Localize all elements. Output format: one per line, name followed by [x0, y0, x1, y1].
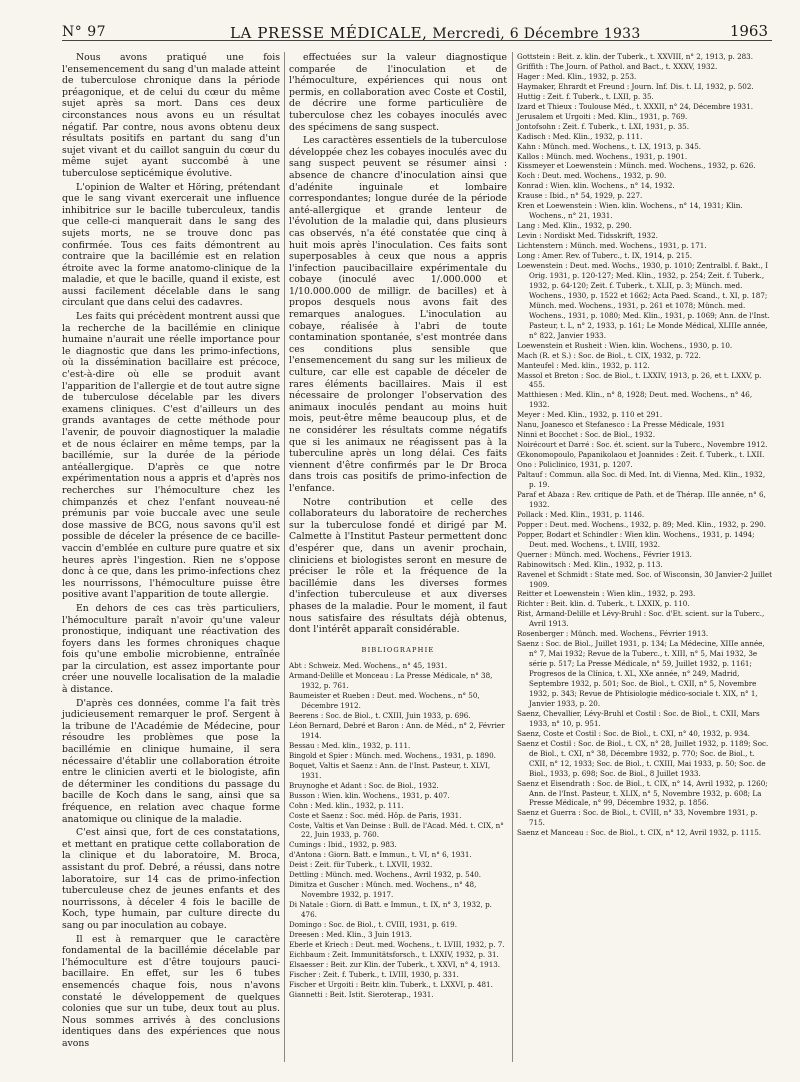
column-divider — [512, 52, 513, 1062]
bibliography-entry: Massol et Breton : Soc. de Biol., t. LXXIV, 1913, p. 26, et t. LXXV, p. 455. — [517, 370, 762, 390]
bibliography-entry: Huttig : Zeit. f. Tuberk., t. LXII, p. 35. — [517, 91, 654, 101]
bibliography-entry: Kissmeyer et Loewenstein : Münch. med. Wochens., 1932, p. 626. — [517, 161, 756, 171]
bibliography-list — [289, 661, 507, 999]
bibliography-entry: Koch : Deut. med. Wochens., 1932, p. 90. — [517, 171, 667, 181]
bibliography-entry: Elsaesser : Beit. zur Klin. der Tuberk., t. XXVI, n° 4, 1913. — [289, 959, 501, 969]
bibliography-entry: Reitter et Loewenstein : Wien klin., 1932, p. 293. — [517, 589, 696, 599]
bibliography-entry: Ravenel et Schmidt : State med. Soc. of Wisconsin, 30 Janvier-2 Juillet 1909. — [517, 569, 772, 589]
bibliography-entry: Coste, Valtis et Van Deinse : Bull. de l'Acad. Méd. t. CIX, n° 22, Juin 1933, p. 760. — [289, 820, 504, 840]
bibliography-entry: d'Antona : Giorn. Batt. e Immun., t. VI, n° 6, 1931. — [289, 850, 472, 860]
header-rule — [62, 40, 772, 41]
bibliography-entry: Bessau : Med. klin., 1932, p. 111. — [289, 740, 411, 750]
bibliography-entry: Armand-Delille et Monceau : La Presse Médicale, n° 38, 1932, p. 761. — [289, 671, 493, 691]
bibliography-entry: Saenz et Eisendrath : Soc. de Biol., t. CIX, n° 14, Avril 1932, p. 1260; Ann. de l'Inst. Pasteur, t. XLIX, n° 5, Novembre 1932, p. 608; La Presse Médicale, n° 99, Décembre 1932, p. 1856. — [517, 778, 768, 808]
bibliography-entry: Kahn : Münch. med. Wochens., t. LX, 1913, p. 345. — [517, 141, 702, 151]
bibliography-entry: Lichtenstern : Münch. med. Wochens., 1931, p. 171. — [517, 241, 707, 251]
text-column-1 — [62, 52, 280, 1049]
bibliography-entry: Nanu, Joanesco et Stefanesco : La Presse Médicale, 1931 — [517, 420, 726, 430]
text-column-3 — [517, 52, 772, 838]
bibliography-entry: Haymaker, Ehrardt et Freund : Journ. Inf. Dis. t. LI, 1932, p. 502. — [517, 81, 754, 91]
bibliography-entry: Fischer : Zeit. f. Tuberk., t. LVIII, 1930, p. 331. — [289, 969, 459, 979]
bibliography-entry: Noirécourt et Darré : Soc. ét. scient. sur la Tuberc., Novembre 1912. — [517, 440, 768, 450]
bibliography-entry: Jerusalem et Urgoiti : Med. Klin., 1931, p. 769. — [517, 111, 688, 121]
bibliography-entry: Mach (R. et S.) : Soc. de Biol., t. CIX, 1932, p. 722. — [517, 350, 701, 360]
bibliography-entry: Saenz et Manceau : Soc. de Biol., t. CIX, n° 12, Avril 1932, p. 1115. — [517, 828, 762, 838]
bibliography-entry: Manteufel : Med. klin., 1932, p. 112. — [517, 360, 650, 370]
bibliography-entry: Richter : Beit. klin. d. Tuberk., t. LXXIX, p. 110. — [517, 599, 690, 609]
bibliography-entry: Saenz, Coste et Costil : Soc. de Biol., t. CXI, n° 40, 1932, p. 934. — [517, 728, 751, 738]
bibliography-entry: Krause : Ibid., n° 54, 1929, p. 227. — [517, 191, 643, 201]
bibliography-entry: Eberle et Kriech : Deut. med. Wochens., t. LVIII, 1932, p. 7. — [289, 939, 505, 949]
bibliography-entry: Dreesen : Med. Klin., 3 Juin 1913. — [289, 930, 412, 940]
paragraph: Notre contribution et celle des collaborateurs du laboratoire de recherches sur la tuberculose fondé et dirigé par M. Calmette à l'Institut Pasteur permettent donc d'espérer que, dans un avenir prochain, cliniciens et biologistes seront en mesure de préciser le rôle et la fréquence de la bacillémie dans les diverses formes d'infection tuberculeuse et aux diverses phases de la maladie. Pour le moment, il faut nous satisfaire des résultats déjà obtenus, dont l'intérêt apparaît considérable. — [289, 496, 507, 636]
bibliography-entry: Jontofsohn : Zeit. f. Tuberk., t. LXI, 1931, p. 35. — [517, 121, 689, 131]
bibliography-entry: Domingo : Soc. de Biol., t. CVIII, 1931, p. 619. — [289, 920, 457, 930]
paragraph: Les caractères essentiels de la tuberculose développée chez les cobayes inoculés avec du sang suspect peuvent se résumer ainsi : absence de chancre d'inoculation ainsi que d'adénite inguinale et lombaire correspondantes; longue durée de la période anté-allergique et grande lenteur de l'évolution de la maladie qui, dans plusieurs cas observés, n'a été constatée que cinq à huit mois après l'inoculation. Ces faits sont superposables à ceux que nous a appris l'infection paucibacillaire expérimentale du cobaye (inoculé avec 1/.000.000 et 1/10.000.000 de milligr. de bacilles) et à propos desquels nous avons fait des remarques analogues. L'inoculation au cobaye, réalisée à l'abri de toute contamination spontanée, s'est montrée dans ces conditions plus sensible que l'ensemencement du sang sur les milieux de culture, car elle est capable de déceler de rares éléments bacillaires. Mais il est nécessaire de prolonger l'observation des animaux inoculés pendant au moins huit mois, peut-être même beaucoup plus, et de ne considérer les résultats comme négatifs que si les animaux ne réagissent pas à la tuberculine après un long délai. Ces faits viennent d'être confirmés par le Dr Broca dans trois cas positifs de primo-infection de l'enfance. — [289, 135, 507, 494]
bibliography-entry: Giannetti : Beit. Istit. Sieroterap., 1931. — [289, 989, 434, 999]
paragraph: Il est à remarquer que le caractère fondamental de la bacillémie décelable par l'hémoculture est d'être toujours pauci-bacillaire. En effet, sur les 6 tubes ensemencés chaque fois, nous n'avons constaté le développement de quelques colonies que sur un tube, deux tout au plus. Nous sommes arrivés à des conclusions identiques dans des expériences que nous avons — [62, 933, 280, 1049]
bibliography-entry: Levin : Nordiskt Med. Tidsskrift, 1932. — [517, 231, 658, 241]
column-divider — [284, 52, 285, 1062]
bibliography-entry: Di Natale : Giorn. di Batt. e Immun., t. IX, n° 3, 1932, p. 476. — [289, 900, 492, 920]
bibliography-entry: Loewenstein : Deut. med. Wochs., 1930, p. 1010; Zentralbl. f. Bakt., I Orig. 1931, p. 120-127; Med. Klin., 1932, p. 254; Zeit. f. Tuberk., 1932, p. 64-120; Zeit. f. Tuberk., t. XLII, p. 3; Münch. med. Wochens., 1930, p. 1522 et 1662; Acta Paed. Scand., t. XI, p. 187; Münch. med. Wochens., 1931, p. 261 et 1078; Münch. med. Wochens., 1931, p. 1080; Med. Klin., 1931, p. 1069; Ann. de l'Inst. Pasteur, t. L, n° 2, 1933, p. 161; Le Monde Médical, XLIIIe année, n° 822, Janvier 1933. — [517, 261, 770, 340]
paragraph: Nous avons pratiqué une fois l'ensemencement du sang d'un malade atteint de tuberculose chronique dans la période préagonique, et de celui du cœur du même sujet après sa mort. Dans ces deux circonstances nous avons eu un résultat négatif. Par contre, nous avons obtenu deux résultats positifs en partant du sang d'un sujet vivant et du caillot sanguin du cœur du même sujet ayant succombé à une tuberculose septicémique évolutive. — [62, 52, 280, 179]
bibliography-entry: Paraf et Abaza : Rev. critique de Path. et de Thérap. IIIe année, n° 6, 1932. — [517, 489, 766, 509]
bibliography-entry: Dettling : Münch. med. Wochens., Avril 1932, p. 540. — [289, 870, 482, 880]
paragraph: C'est ainsi que, fort de ces constatations, et mettant en pratique cette collaboration de la clinique et du laboratoire, M. Broca, assistant du prof. Debré, a réussi, dans notre laboratoire, sur 14 cas de primo-infection tuberculeuse chez de jeunes enfants et des nourrissons, à déceler 4 fois le bacille de Koch, type humain, par culture directe du sang ou par inoculation au cobaye. — [62, 827, 280, 931]
bibliography-entry: Konrad : Wien. klin. Wochens., n° 14, 1932. — [517, 181, 675, 191]
bibliography-entry: Saenz et Costil : Soc. de Biol., t. CX, n° 28, Juillet 1932, p. 1189; Soc. de Biol., t. CXI, n° 38, Décembre 1932, p. 770; Soc. de Biol., t. CXII, n° 12, 1933; Soc. de Biol., t. CXIII, Mai 1933, p. 50; Soc. de Biol., 1933, p. 698; Soc. de Biol., 8 Juillet 1933. — [517, 738, 769, 778]
bibliography-entry: Bingold et Spier : Münch. med. Wochens., 1931, p. 1890. — [289, 750, 496, 760]
bibliography-entry: Cohn : Med. klin., 1932, p. 111. — [289, 800, 404, 810]
bibliography-entry: Kadisch : Med. Klin., 1932, p. 111. — [517, 131, 643, 141]
bibliography-entry: Gottstein : Beit. z. klin. der Tuberk., t. XXVIII, n° 2, 1913, p. 283. — [517, 52, 753, 61]
bibliography-entry: Coste et Saenz : Soc. méd. Hôp. de Paris, 1931. — [289, 810, 462, 820]
bibliography-entry: Matthiesen : Med. Klin., n° 8, 1928; Deut. med. Wochens., n° 46, 1932. — [517, 390, 753, 410]
bibliography-entry: Saenz : Soc. de Biol., Juillet 1931, p. 134; La Médecine, XIIIe année, n° 7, Mai 1932; Revue de la Tuberc., t. XIII, n° 5, Mai 1932, 3e série p. 517; La Presse Médicale, n° 59, Juillet 1932, p. 1161; Progresos de la Clínica, t. XL, XXe année, n° 249, Madrid, Septembre 1932, p. 501; Soc. de Biol., t. CXII, n° 5, Novembre 1932, p. 343; Revue de Phtisiologie médico-sociale t. XIX, n° 1, Janvier 1933, p. 20. — [517, 639, 765, 708]
bibliography-entry: Dimitza et Guscher : Münch. med. Wochens., n° 48, Novembre 1932, p. 1917. — [289, 880, 477, 900]
bibliography-entry: Abt : Schweiz. Med. Wochens., n° 45, 1931. — [289, 661, 448, 671]
bibliography-entry: Fischer et Urgoiti : Beitr. klin. Tuberk., t. LXXVI, p. 481. — [289, 979, 493, 989]
bibliography-entry: Ninni et Bocchet : Soc. de Biol., 1932. — [517, 430, 655, 440]
paragraph: En dehors de ces cas très particuliers, l'hémoculture paraît n'avoir qu'une valeur pronostique, indiquant une réactivation des foyers dans les formes chroniques chaque fois qu'une embolie microbienne, entraînée par la circulation, est assez importante pour créer une nouvelle localisation de la maladie à distance. — [62, 602, 280, 696]
bibliography-entry: Griffith : The Journ. of Pathol. and Bact., t. XXXV, 1932. — [517, 61, 718, 71]
bibliography-entry: Saenz et Guerra : Soc. de Biol., t. CVIII, n° 33, Novembre 1931, p. 715. — [517, 808, 758, 828]
bibliography-entry: Léon Bernard, Debré et Baron : Ann. de Méd., n° 2, Février 1914. — [289, 721, 505, 740]
paragraph: effectuées sur la valeur diagnostique comparée de l'inoculation et de l'hémoculture, expériences qui nous ont permis, en collaboration avec Coste et Costil, de décrire une forme particulière de tuberculose chez les cobayes inoculés avec des spécimens de sang suspect. — [289, 52, 507, 133]
paragraph: D'après ces données, comme l'a fait très judicieusement remarquer le prof. Sergent à la tribune de l'Académie de Médecine, pour résoudre les problèmes que pose la bacillémie en clinique humaine, il sera nécessaire d'établir une collaboration étroite entre le clinicien averti et le biologiste, afin de déterminer les conditions du passage du bacille de Koch dans le sang, ainsi que sa fréquence, en relation avec chaque forme anatomique ou clinique de la maladie. — [62, 697, 280, 825]
bibliography-entry: Popper, Bodart et Schindler : Wien klin. Wochens., 1931, p. 1494; Deut. med. Wochens., t. LVIII, 1932. — [517, 529, 755, 549]
issue-date: Mercredi, 6 Décembre 1933 — [432, 26, 641, 42]
bibliography-entry: Cumings : Ibid., 1932, p. 983. — [289, 840, 397, 850]
bibliography-entry: Rist, Armand-Delille et Lévy-Bruhl : Soc. d'Et. scient. sur la Tuberc., Avril 1913. — [517, 609, 765, 629]
paragraph: Les faits qui précèdent montrent aussi que la recherche de la bacillémie en clinique humaine n'aurait une réelle importance pour le diagnostic que dans les primo-infections, où la dissémination bacillaire est précoce, c'est-à-dire où elle se produit avant l'apparition de l'allergie et de tout autre signe de tuberculose décelable par les divers examens cliniques. C'est d'ailleurs un des grands avantages de cette méthode pour l'avenir, de pouvoir diagnostiquer la maladie et de nous éclairer en même temps, par la bacillémie, sur la durée de la période antéallergique. D'après ce que notre expérimentation nous a appris et d'après nos recherches sur l'hémoculture chez les chimpanzés et chez l'enfant nouveau-né prémunis par voie buccale avec une seule dose massive de BCG, nous savons qu'il est possible de déceler la présence de ce bacille-vaccin d'emblée en culture pure quatre et six heures après l'ingestion. Rien ne s'oppose donc à ce que, dans les primo-infections chez les nourrissons, l'hémoculture puisse être positive avant l'apparition de toute allergie. — [62, 311, 280, 601]
text-column-2 — [289, 52, 507, 1000]
bibliography-entry: Pollack : Med. Klin., 1931, p. 1146. — [517, 509, 645, 519]
bibliography-entry: Meyer : Med. Klin., 1932, p. 110 et 291. — [517, 410, 663, 420]
bibliography-entry: Eichbaum : Zeit. Immunitätsforsch., t. LXXIV, 1932, p. 31. — [289, 949, 499, 959]
paragraph: L'opinion de Walter et Höring, prétendant que le sang vivant exercerait une influence inhibitrice sur le bacille tuberculeux, tandis que celle-ci manquerait dans le sang des sujets morts, ne se trouve donc pas confirmée. Tous ces faits démontrent au contraire que la bacillémie est en relation étroite avec la forme anatomo-clinique de la maladie, et que le bacille, quand il existe, est aussi facilement décelable dans le sang circulant que dans celui des cadavres. — [62, 181, 280, 309]
bibliography-entry: Kren et Loewenstein : Wien. klin. Wochens., n° 14, 1931; Klin. Wochens., n° 21, 1931. — [517, 201, 743, 221]
bibliography-entry: Lang : Med. Klin., 1932, p. 290. — [517, 221, 632, 231]
bibliography-entry: Querner : Münch. med. Wochens., Février 1913. — [517, 549, 692, 559]
bibliography-list-continued — [517, 52, 772, 838]
journal-title: LA PRESSE MÉDICALE, — [230, 24, 428, 42]
bibliography-entry: Baumeister et Rueben : Deut. med. Wochens., n° 50, Décembre 1912. — [289, 691, 480, 711]
bibliography-entry: Busson : Wien. klin. Wochens., 1931, p. 407. — [289, 790, 450, 800]
bibliography-entry: Popper : Deut. med. Wochens., 1932, p. 89; Med. Klin., 1932, p. 290. — [517, 519, 766, 529]
bibliography-entry: Beerens : Soc. de Biol., t. CXIII, Juin 1933, p. 696. — [289, 711, 471, 721]
bibliography-entry: Kallos : Münch. med. Wochens., 1931, p. 1901. — [517, 151, 688, 161]
bibliography-entry: Ono : Policlinico, 1931, p. 1207. — [517, 460, 633, 470]
bibliography-entry: Deist : Zeit. für Tuberk., t. LXVII, 1932. — [289, 860, 433, 870]
page-number: 1963 — [729, 22, 768, 40]
bibliography-entry: Long : Amer. Rev. of Tuberc., t. IX, 1914, p. 215. — [517, 251, 692, 261]
bibliography-entry: Saenz, Chevallier, Lévy-Bruhl et Costil : Soc. de Biol., t. CXII, Mars 1933, n° 10, p. 951. — [517, 708, 760, 728]
bibliography-entry: Rosenberger : Münch. med. Wochens., Février 1913. — [517, 629, 709, 639]
bibliography-entry: Izard et Thieux : Toulouse Méd., t. XXXII, n° 24, Décembre 1931. — [517, 101, 754, 111]
bibliography-entry: Bruynoghe et Adant : Soc. de Biol., 1932. — [289, 780, 439, 790]
bibliography-entry: Boquet, Valtis et Saenz : Ann. de l'Inst. Pasteur, t. XLVI, 1931. — [289, 760, 491, 780]
bibliography-entry: Œkonomopoulo, Papanikolaou et Joannides : Zeit. f. Tuberk., t. LXII. — [517, 450, 765, 460]
bibliography-entry: Rabinowitsch : Med. Klin., 1932, p. 113. — [517, 559, 663, 569]
issue-number: N° 97 — [62, 24, 107, 40]
bibliography-entry: Paltauf : Commun. alla Soc. di Med. Int. di Vienna, Med. Klin., 1932, p. 19. — [517, 470, 766, 489]
bibliography-entry: Loewenstein et Rusheit : Wien. klin. Wochens., 1930, p. 10. — [517, 340, 733, 350]
bibliography-entry: Hager : Med. Klin., 1932, p. 253. — [517, 71, 637, 81]
bibliography-heading: BIBLIOGRAPHIE — [361, 645, 435, 654]
